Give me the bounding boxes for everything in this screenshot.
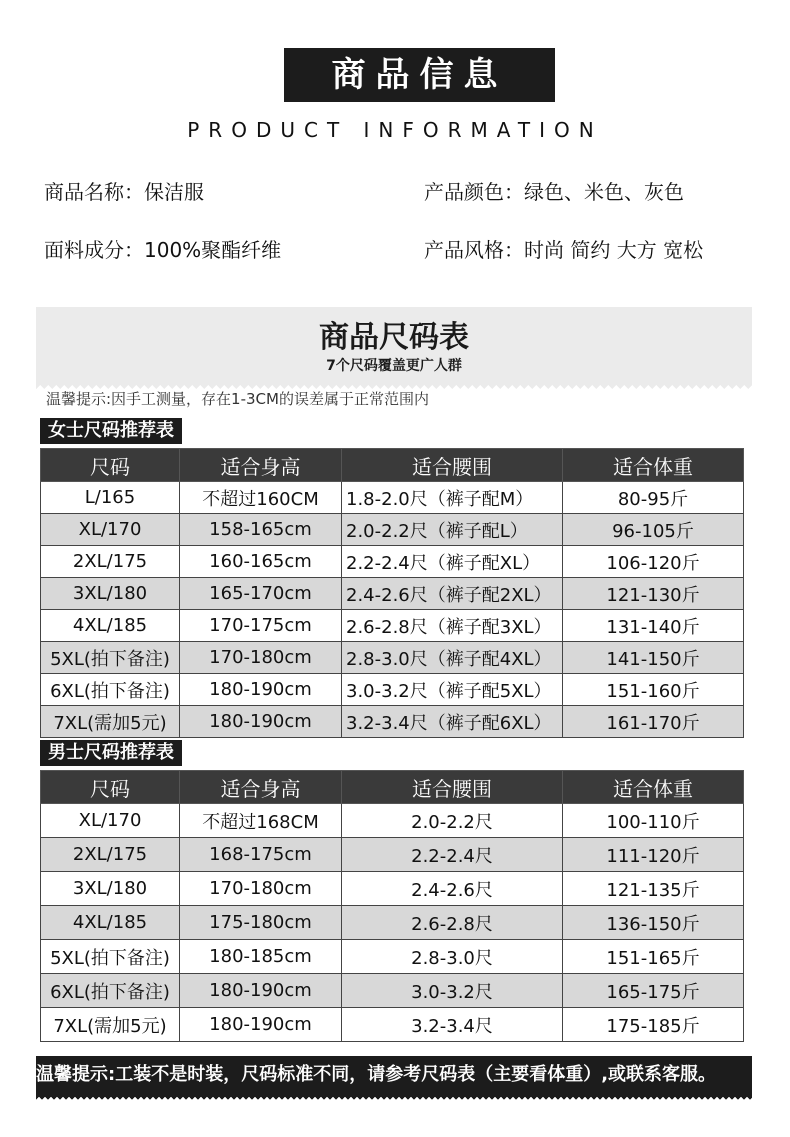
size-cell: 6XL(拍下备注) bbox=[41, 974, 180, 1008]
info-value: 100%聚酯纤维 bbox=[144, 238, 282, 262]
column-header-height: 适合身高 bbox=[180, 449, 342, 482]
size-chart-title: 商品尺码表 bbox=[319, 320, 469, 355]
waist-cell: 2.2-2.4尺 bbox=[342, 838, 563, 872]
info-value: 绿色、米色、灰色 bbox=[524, 180, 684, 204]
size-cell: XL/170 bbox=[41, 514, 180, 546]
men-size-tag: 男士尺码推荐表 bbox=[40, 740, 182, 766]
height-cell: 165-170cm bbox=[180, 578, 342, 610]
column-header-waist: 适合腰围 bbox=[342, 771, 563, 804]
women-size-tag: 女士尺码推荐表 bbox=[40, 418, 182, 444]
table-row bbox=[41, 940, 744, 974]
table-row bbox=[41, 546, 744, 578]
height-cell: 170-180cm bbox=[180, 872, 342, 906]
waist-cell: 2.4-2.6尺 bbox=[342, 872, 563, 906]
weight-cell: 165-175斤 bbox=[563, 974, 744, 1008]
height-cell: 180-190cm bbox=[180, 674, 342, 706]
waist-cell: 3.0-3.2尺（裤子配5XL） bbox=[342, 674, 563, 706]
info-label: 面料成分： bbox=[44, 238, 144, 262]
weight-cell: 136-150斤 bbox=[563, 906, 744, 940]
size-cell: 5XL(拍下备注) bbox=[41, 642, 180, 674]
waist-cell: 2.6-2.8尺（裤子配3XL） bbox=[342, 610, 563, 642]
height-cell: 158-165cm bbox=[180, 514, 342, 546]
table-row bbox=[41, 642, 744, 674]
info-product-name bbox=[44, 176, 204, 205]
size-cell: 2XL/175 bbox=[41, 546, 180, 578]
table-row bbox=[41, 906, 744, 940]
height-cell: 180-185cm bbox=[180, 940, 342, 974]
table-row bbox=[41, 838, 744, 872]
size-cell: 3XL/180 bbox=[41, 872, 180, 906]
waist-cell: 2.0-2.2尺（裤子配L） bbox=[342, 514, 563, 546]
size-cell: 5XL(拍下备注) bbox=[41, 940, 180, 974]
info-style bbox=[424, 234, 703, 263]
footer-notice-text: 温馨提示:工装不是时装，尺码标准不同，请参考尺码表（主要看体重）,或联系客服。 bbox=[36, 1064, 717, 1085]
table-row bbox=[41, 482, 744, 514]
info-label: 商品名称： bbox=[44, 180, 144, 204]
footer-notice-bar bbox=[36, 1056, 752, 1094]
height-cell: 不超过160CM bbox=[180, 482, 342, 514]
info-label: 产品风格： bbox=[424, 238, 524, 262]
column-header-size: 尺码 bbox=[41, 771, 180, 804]
height-cell: 不超过168CM bbox=[180, 804, 342, 838]
weight-cell: 121-135斤 bbox=[563, 872, 744, 906]
table-row bbox=[41, 578, 744, 610]
column-header-height: 适合身高 bbox=[180, 771, 342, 804]
info-label: 产品颜色： bbox=[424, 180, 524, 204]
women-size-table bbox=[40, 448, 744, 738]
weight-cell: 111-120斤 bbox=[563, 838, 744, 872]
info-value: 时尚 简约 大方 宽松 bbox=[524, 238, 704, 262]
size-cell: 6XL(拍下备注) bbox=[41, 674, 180, 706]
size-cell: 4XL/185 bbox=[41, 906, 180, 940]
table-row bbox=[41, 674, 744, 706]
size-chart-subtitle: 7个尺码覆盖更广人群 bbox=[326, 358, 462, 374]
weight-cell: 121-130斤 bbox=[563, 578, 744, 610]
height-cell: 175-180cm bbox=[180, 906, 342, 940]
height-cell: 180-190cm bbox=[180, 706, 342, 738]
info-product-color bbox=[424, 176, 684, 205]
page-subtitle: PRODUCT INFORMATION bbox=[187, 118, 603, 142]
table-row bbox=[41, 514, 744, 546]
height-cell: 180-190cm bbox=[180, 1008, 342, 1042]
weight-cell: 100-110斤 bbox=[563, 804, 744, 838]
height-cell: 160-165cm bbox=[180, 546, 342, 578]
men-size-table bbox=[40, 770, 744, 1042]
waist-cell: 3.0-3.2尺 bbox=[342, 974, 563, 1008]
weight-cell: 106-120斤 bbox=[563, 546, 744, 578]
weight-cell: 96-105斤 bbox=[563, 514, 744, 546]
page-title: 商品信息 bbox=[284, 48, 555, 102]
table-row bbox=[41, 706, 744, 738]
height-cell: 170-175cm bbox=[180, 610, 342, 642]
table-row bbox=[41, 610, 744, 642]
table-row bbox=[41, 872, 744, 906]
size-cell: 7XL(需加5元) bbox=[41, 706, 180, 738]
table-row bbox=[41, 1008, 744, 1042]
height-cell: 168-175cm bbox=[180, 838, 342, 872]
size-cell: 7XL(需加5元) bbox=[41, 1008, 180, 1042]
table-row bbox=[41, 974, 744, 1008]
column-header-weight: 适合体重 bbox=[563, 771, 744, 804]
waist-cell: 2.2-2.4尺（裤子配XL） bbox=[342, 546, 563, 578]
height-cell: 170-180cm bbox=[180, 642, 342, 674]
size-cell: 4XL/185 bbox=[41, 610, 180, 642]
size-cell: 2XL/175 bbox=[41, 838, 180, 872]
size-chart-banner bbox=[36, 307, 752, 383]
waist-cell: 2.8-3.0尺 bbox=[342, 940, 563, 974]
weight-cell: 131-140斤 bbox=[563, 610, 744, 642]
waist-cell: 3.2-3.4尺 bbox=[342, 1008, 563, 1042]
size-cell: 3XL/180 bbox=[41, 578, 180, 610]
weight-cell: 141-150斤 bbox=[563, 642, 744, 674]
footer-zigzag-edge bbox=[36, 1094, 752, 1100]
column-header-size: 尺码 bbox=[41, 449, 180, 482]
height-cell: 180-190cm bbox=[180, 974, 342, 1008]
waist-cell: 1.8-2.0尺（裤子配M） bbox=[342, 482, 563, 514]
size-cell: XL/170 bbox=[41, 804, 180, 838]
waist-cell: 2.4-2.6尺（裤子配2XL） bbox=[342, 578, 563, 610]
column-header-weight: 适合体重 bbox=[563, 449, 744, 482]
waist-cell: 2.8-3.0尺（裤子配4XL） bbox=[342, 642, 563, 674]
table-header-row bbox=[41, 771, 744, 804]
weight-cell: 151-165斤 bbox=[563, 940, 744, 974]
waist-cell: 2.0-2.2尺 bbox=[342, 804, 563, 838]
info-fabric bbox=[44, 234, 281, 263]
weight-cell: 80-95斤 bbox=[563, 482, 744, 514]
measurement-tip: 温馨提示:因手工测量，存在1-3CM的误差属于正常范围内 bbox=[46, 390, 429, 408]
weight-cell: 161-170斤 bbox=[563, 706, 744, 738]
size-cell: L/165 bbox=[41, 482, 180, 514]
waist-cell: 3.2-3.4尺（裤子配6XL） bbox=[342, 706, 563, 738]
table-header-row bbox=[41, 449, 744, 482]
weight-cell: 151-160斤 bbox=[563, 674, 744, 706]
info-value: 保洁服 bbox=[144, 180, 204, 204]
waist-cell: 2.6-2.8尺 bbox=[342, 906, 563, 940]
weight-cell: 175-185斤 bbox=[563, 1008, 744, 1042]
table-row bbox=[41, 804, 744, 838]
column-header-waist: 适合腰围 bbox=[342, 449, 563, 482]
